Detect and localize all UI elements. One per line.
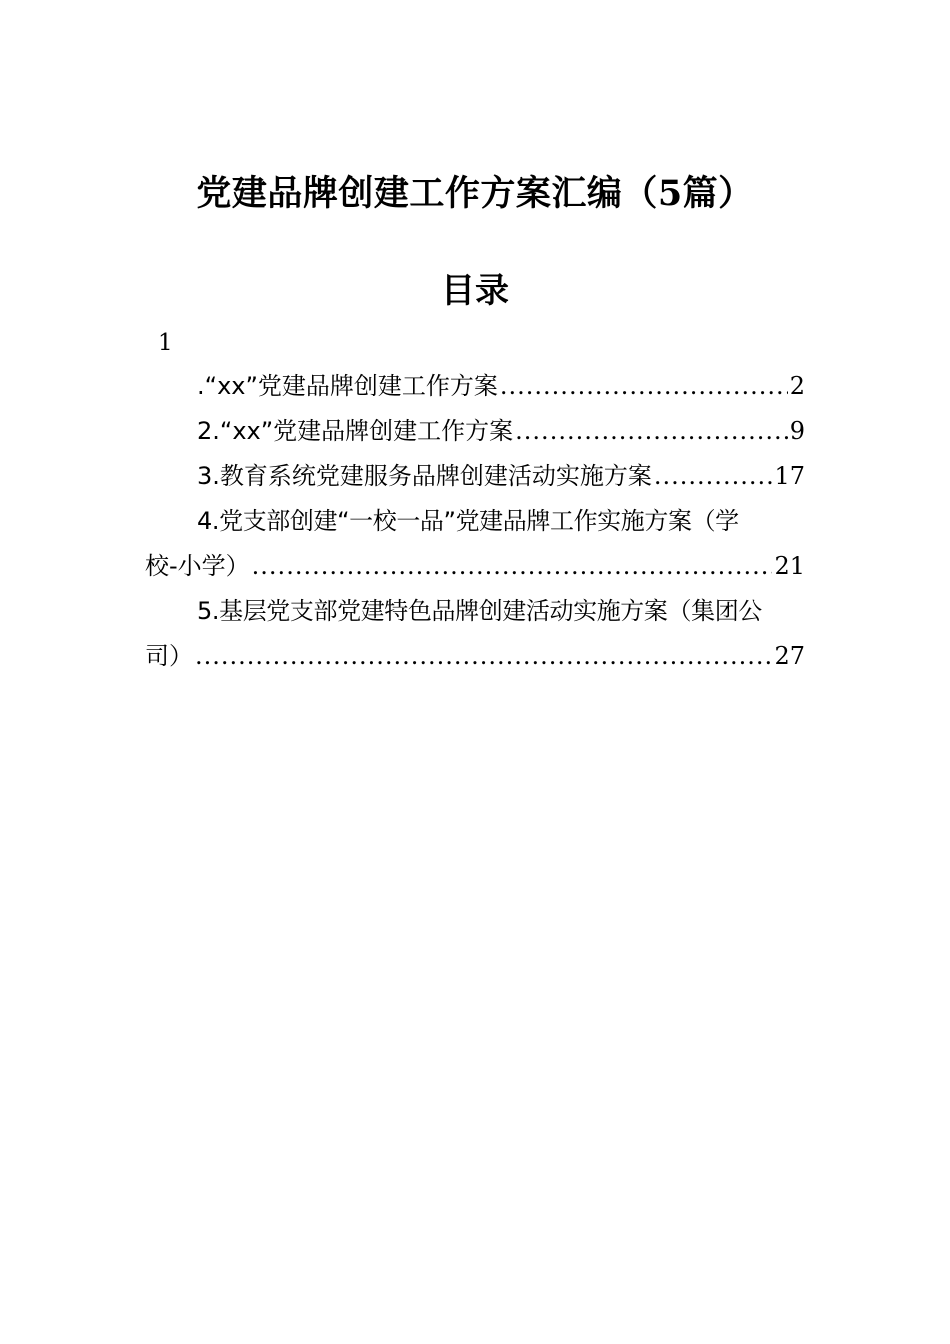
toc-entry-title-line1: 5.基层党支部党建特色品牌创建活动实施方案（集团公 — [197, 597, 762, 625]
toc-leader-dots — [515, 409, 788, 454]
toc-page-number: 21 — [774, 552, 805, 580]
toc-entry-title-line1: 4.党支部创建“一校一品”党建品牌工作实施方案（学 — [197, 507, 739, 535]
toc-entry-title: 3.教育系统党建服务品牌创建活动实施方案 — [197, 462, 652, 490]
toc-entry-title-line2: 司） — [145, 642, 193, 670]
stray-number: 1 — [158, 330, 173, 356]
toc-heading: 目录 — [441, 271, 509, 311]
toc-page-number: 27 — [774, 642, 805, 670]
toc-leader-dots — [500, 364, 788, 409]
toc-leader-dots — [654, 454, 773, 499]
toc-entry-5[interactable] — [145, 589, 805, 679]
toc-page-number: 2 — [789, 372, 805, 400]
document-title: 党建品牌创建工作方案汇编（5篇） — [196, 173, 754, 214]
toc-page-number: 9 — [789, 417, 805, 445]
toc-entry-4[interactable] — [145, 499, 805, 589]
toc-page-number: 17 — [774, 462, 805, 490]
toc-entry-2[interactable] — [145, 409, 805, 454]
toc-leader-dots — [195, 634, 772, 679]
toc-entry-title: .“xx”党建品牌创建工作方案 — [197, 372, 498, 400]
toc-entry-title-line2: 校-小学） — [145, 552, 250, 580]
toc-entry-1[interactable] — [145, 364, 805, 409]
toc-leader-dots — [252, 544, 773, 589]
toc-entry-title: 2.“xx”党建品牌创建工作方案 — [197, 417, 514, 445]
toc-entry-3[interactable] — [145, 454, 805, 499]
table-of-contents — [145, 364, 805, 679]
